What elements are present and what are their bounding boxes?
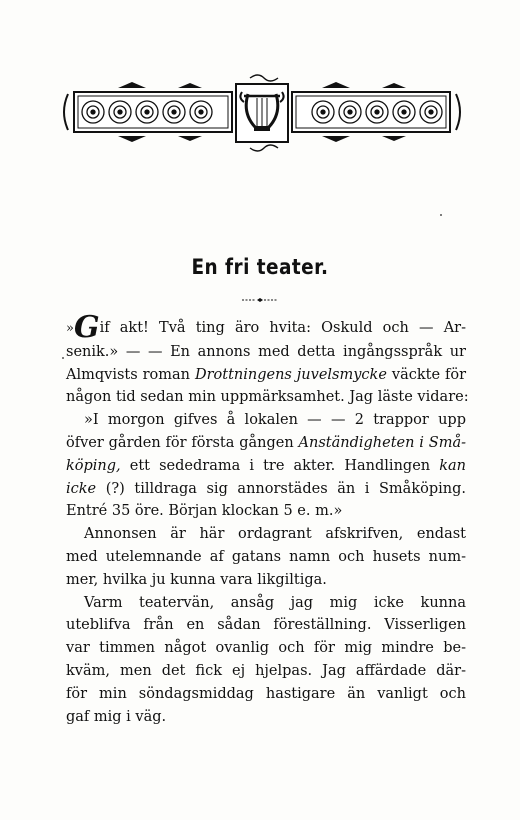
paragraph-3 [66, 592, 466, 729]
text-line: någon tid sedan min uppmärksamhet. Jag läste vidare: [66, 389, 469, 406]
paragraph-2 [66, 523, 466, 591]
italic-word: kan [439, 457, 466, 474]
line-text: ett sededrama i tre akter. Handlingen [120, 457, 440, 474]
italic-title: Drottningens juvelsmycke [194, 366, 387, 383]
text-line [66, 310, 466, 345]
chapter-title: En fri teater. [191, 255, 329, 279]
text-line: kväm, men det fick ej hjelpas. Jag affärdade där- [66, 662, 466, 679]
text-line: Entré 35 öre. Början klockan 5 e. m.» [66, 503, 343, 520]
text-line [66, 432, 466, 455]
text-line: för min söndagsmiddag hastigare än vanligt och [66, 685, 466, 702]
line-text: (?) tilldraga sig annorstädes än i Småköping. [96, 480, 466, 497]
text-line: med utelemnande af gatans namn och husets num- [66, 548, 466, 565]
text-line [66, 364, 466, 387]
text-line: Varm teatervän, ansåg jag mig icke kunna [84, 594, 466, 611]
text-line: senik.» — — En annons med detta ingångsspråk ur [66, 343, 466, 360]
line-text: Almqvists roman [66, 366, 195, 383]
italic-title: Anständigheten i Små- [298, 434, 466, 451]
line-text: väckte för [386, 366, 467, 383]
italic-title: köping, [66, 457, 121, 474]
paragraph-1 [66, 310, 469, 523]
text-line: var timmen något ovanlig och för mig mindre be- [66, 640, 466, 657]
text-line: Annonsen är här ordagrant afskrifven, endast [84, 526, 466, 543]
text-line [66, 455, 466, 478]
print-speck [62, 357, 64, 359]
lyre-icon [236, 84, 288, 142]
text-line: »I morgon gifves å lokalen — — 2 trappor upp [84, 412, 466, 429]
line-text: öfver gården för första gången [66, 434, 299, 451]
text-line: gaf mig i väg. [66, 708, 167, 725]
open-quote: » [66, 321, 74, 336]
title-separator [240, 296, 280, 304]
text-line: mer, hvilka ju kunna vara likgiltiga. [66, 571, 327, 588]
text-line [66, 478, 466, 501]
header-ornament [58, 62, 466, 162]
print-speck [440, 214, 442, 216]
italic-word: icke [66, 480, 97, 497]
page-body [66, 310, 469, 728]
line-text: if akt! Två ting äro hvita: Oskuld och — Ar- [99, 320, 466, 336]
text-line: uteblifva från en sådan föreställning. Visserligen [66, 617, 466, 634]
drop-cap: G [73, 310, 100, 345]
